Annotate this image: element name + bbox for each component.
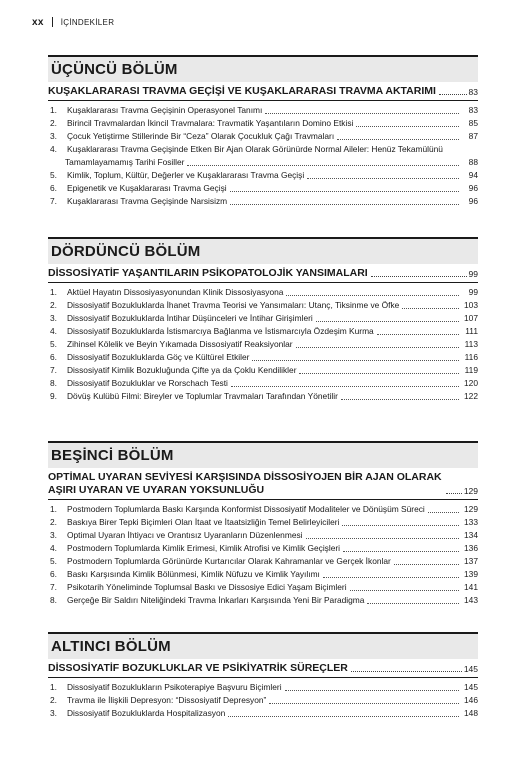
entry-number: 1. xyxy=(50,105,57,115)
entry-page-number: 94 xyxy=(468,170,478,180)
entry-page-number: 139 xyxy=(464,569,478,579)
entry-page-number: 146 xyxy=(464,695,478,705)
entry-number: 9. xyxy=(50,391,57,401)
toc-entry[interactable] xyxy=(48,581,478,594)
toc-entry[interactable] xyxy=(48,390,478,403)
entry-number: 4. xyxy=(50,144,57,154)
entry-number: 5. xyxy=(50,339,57,349)
entry-number: 6. xyxy=(50,183,57,193)
running-header xyxy=(32,15,114,29)
entry-number: 8. xyxy=(50,378,57,388)
chapter-page-number: 145 xyxy=(463,664,478,674)
entry-number: 5. xyxy=(50,556,57,566)
entry-title: Çocuk Yetiştirme Stillerinde Bir “Ceza” Olarak Çocukluk Çağı Travmaları xyxy=(67,131,335,141)
entry-page-number: 134 xyxy=(464,530,478,540)
entry-page-number: 88 xyxy=(468,157,478,167)
toc-entry-continuation[interactable] xyxy=(48,156,478,169)
entry-title: Dissosiyatif Bozukluklarda İhanet Travma Teorisi ve Yansımaları: Utanç, Tiksinme ve Öfke xyxy=(67,300,400,310)
toc-entry[interactable] xyxy=(48,299,478,312)
entry-page-number: 113 xyxy=(464,339,478,349)
toc-entry[interactable] xyxy=(48,351,478,364)
entry-number: 3. xyxy=(50,313,57,323)
toc-entry[interactable] xyxy=(48,169,478,182)
dot-leader xyxy=(343,551,459,552)
entry-page-number: 111 xyxy=(465,326,478,336)
dot-leader xyxy=(269,703,459,704)
entry-title: Zihinsel Kölelik ve Beyin Yıkamada Dissosiyatif Reaksiyonlar xyxy=(67,339,293,349)
dot-leader xyxy=(231,386,459,387)
toc-entry[interactable] xyxy=(48,529,478,542)
dot-leader xyxy=(428,512,459,513)
dot-leader xyxy=(446,493,462,494)
entry-page-number: 122 xyxy=(464,391,478,401)
dot-leader xyxy=(230,191,459,192)
entry-number: 2. xyxy=(50,695,57,705)
part-title: BEŞİNCİ BÖLÜM xyxy=(51,447,174,464)
dot-leader xyxy=(350,590,459,591)
toc-entry[interactable] xyxy=(48,143,478,156)
entry-number: 3. xyxy=(50,708,57,718)
entry-page-number: 137 xyxy=(464,556,478,566)
entry-number: 2. xyxy=(50,118,57,128)
part-title: DÖRDÜNCÜ BÖLÜM xyxy=(51,243,201,260)
entry-title: Birincil Travmalardan İkincil Travmalara: Travmatik Yaşantıların Domino Etkisi xyxy=(67,118,354,128)
toc-entry[interactable] xyxy=(48,338,478,351)
part-header xyxy=(48,441,478,468)
entry-page-number: 99 xyxy=(468,287,478,297)
chapter-title: DİSSOSİYATİF YAŞANTILARIN PSİKOPATOLOJİK YANSIMALARI xyxy=(48,267,368,279)
toc-entry[interactable] xyxy=(48,130,478,143)
dot-leader xyxy=(252,360,459,361)
toc-entry[interactable] xyxy=(48,681,478,694)
entry-title: Baskı Karşısında Kimlik Bölünmesi, Kimlik Nüfuzu ve Kimlik Yayılımı xyxy=(67,569,320,579)
entry-page-number: 133 xyxy=(464,517,478,527)
dot-leader xyxy=(356,126,459,127)
entry-number: 4. xyxy=(50,543,57,553)
entry-title-continued: Tamamlayamamış Tarihi Fosiller xyxy=(65,157,185,167)
toc-entry[interactable] xyxy=(48,195,478,208)
entry-number: 6. xyxy=(50,352,57,362)
toc-entry[interactable] xyxy=(48,325,478,338)
entry-title: Dissosiyatif Bozukluklarda İntihar Düşünceleri ve İntihar Girişimleri xyxy=(67,313,313,323)
entry-title: Travma ile İlişkili Depresyon: “Dissosiyatif Depresyon” xyxy=(67,695,267,705)
chapter-title: OPTİMAL UYARAN SEVİYESİ KARŞISINDA DİSSOSİYOJEN BİR AJAN OLARAK AŞIRI UYARAN VE UYARAN YOKSUNLUĞU xyxy=(48,471,442,496)
toc-section xyxy=(48,632,478,720)
dot-leader xyxy=(316,321,459,322)
header-title: İÇİNDEKİLER xyxy=(60,17,115,27)
toc-entry[interactable] xyxy=(48,117,478,130)
toc-section xyxy=(48,237,478,403)
entry-number: 8. xyxy=(50,595,57,605)
dot-leader xyxy=(402,308,459,309)
entry-title: Dissosiyatif Bozukluklarda İstismarcıya Bağlanma ve İstismarcıyla Özdeşim Kurma xyxy=(67,326,374,336)
entry-page-number: 120 xyxy=(464,378,478,388)
entry-title: Postmodern Toplumlarda Görünürde Kurtarıcılar Olarak Kahramanlar ve Gerçek İkonlar xyxy=(67,556,391,566)
toc-entry[interactable] xyxy=(48,364,478,377)
toc-entry[interactable] xyxy=(48,516,478,529)
entry-title: Kuşaklararası Travma Geçişinin Operasyonel Tanımı xyxy=(67,105,263,115)
entry-title: Kuşaklararası Travma Geçişinde Etken Bir Ajan Olarak Görünürde Normal Aileler: Henüz Tekamülünü xyxy=(67,144,443,154)
entry-number: 3. xyxy=(50,131,57,141)
part-title: ALTINCI BÖLÜM xyxy=(51,638,171,655)
entry-title: Epigenetik ve Kuşaklararası Travma Geçişi xyxy=(67,183,227,193)
toc-entry[interactable] xyxy=(48,286,478,299)
chapter-heading[interactable] xyxy=(48,267,478,283)
dot-leader xyxy=(337,139,459,140)
entry-page-number: 96 xyxy=(468,196,478,206)
chapter-page-number: 129 xyxy=(463,486,478,496)
dot-leader xyxy=(342,525,459,526)
entry-title: Postmodern Toplumlarda Baskı Karşında Konformist Dissosiyatif Modaliteler ve Dönüşüm Süreci xyxy=(67,504,425,514)
entry-title: Aktüel Hayatın Dissosiyasyonundan Klinik Dissosiyasyona xyxy=(67,287,284,297)
toc-entry[interactable] xyxy=(48,503,478,516)
toc-section xyxy=(48,441,478,607)
toc-entry[interactable] xyxy=(48,104,478,117)
entry-number: 3. xyxy=(50,530,57,540)
dot-leader xyxy=(367,603,459,604)
dot-leader xyxy=(285,690,459,691)
entry-page-number: 143 xyxy=(464,595,478,605)
entry-title: Kuşaklararası Travma Geçişinde Narsisizm xyxy=(67,196,228,206)
entry-title: Optimal Uyaran İhtiyacı ve Orantısız Uyaranların Düzenlenmesi xyxy=(67,530,303,540)
entry-title: Dissosiyatif Kimlik Bozukluğunda Çifte ya da Çoklu Kendilikler xyxy=(67,365,297,375)
dot-leader xyxy=(299,373,459,374)
dot-leader xyxy=(265,113,459,114)
chapter-title: KUŞAKLARARASI TRAVMA GEÇİŞİ VE KUŞAKLARARASI TRAVMA AKTARIMI xyxy=(48,85,436,97)
entry-page-number: 96 xyxy=(468,183,478,193)
toc-entry[interactable] xyxy=(48,555,478,568)
entry-number: 2. xyxy=(50,300,57,310)
dot-leader xyxy=(351,671,462,672)
entry-number: 7. xyxy=(50,582,57,592)
entry-page-number: 85 xyxy=(468,118,478,128)
entry-number: 1. xyxy=(50,287,57,297)
entry-title: Dövüş Kulübü Filmi: Bireyler ve Toplumlar Travmaları Tarafından Yönetilir xyxy=(67,391,338,401)
toc-section xyxy=(48,55,478,208)
dot-leader xyxy=(228,716,459,717)
dot-leader xyxy=(371,276,467,277)
entry-title: Dissosiyatif Bozukluklarda Göç ve Kültürel Etkiler xyxy=(67,352,250,362)
chapter-heading[interactable] xyxy=(48,471,478,500)
part-header xyxy=(48,55,478,82)
toc-entry[interactable] xyxy=(48,312,478,325)
entry-page-number: 129 xyxy=(464,504,478,514)
entry-page-number: 116 xyxy=(464,352,478,362)
entry-page-number: 141 xyxy=(464,582,478,592)
entry-page-number: 136 xyxy=(464,543,478,553)
dot-leader xyxy=(296,347,459,348)
part-title: ÜÇÜNCÜ BÖLÜM xyxy=(51,61,178,78)
dot-leader xyxy=(307,178,459,179)
chapter-page-number: 83 xyxy=(468,87,478,97)
entry-title: Gerçeğe Bir Saldırı Niteliğindeki Travma İnkarları Karşısında Yeni Bir Paradigma xyxy=(67,595,365,605)
entry-number: 1. xyxy=(50,504,57,514)
toc-entry[interactable] xyxy=(48,694,478,707)
dot-leader xyxy=(439,94,467,95)
entry-page-number: 103 xyxy=(464,300,478,310)
dot-leader xyxy=(306,538,459,539)
chapter-page-number: 99 xyxy=(468,269,478,279)
toc-entry[interactable] xyxy=(48,542,478,555)
entry-page-number: 87 xyxy=(468,131,478,141)
dot-leader xyxy=(230,204,459,205)
toc-entry[interactable] xyxy=(48,182,478,195)
entry-page-number: 119 xyxy=(464,365,478,375)
dot-leader xyxy=(323,577,459,578)
toc-entry[interactable] xyxy=(48,568,478,581)
entry-title: Kimlik, Toplum, Kültür, Değerler ve Kuşaklararası Travma Geçişi xyxy=(67,170,305,180)
toc-entry[interactable] xyxy=(48,377,478,390)
entry-number: 1. xyxy=(50,682,57,692)
entry-page-number: 83 xyxy=(468,105,478,115)
entry-page-number: 145 xyxy=(464,682,478,692)
entry-number: 5. xyxy=(50,170,57,180)
dot-leader xyxy=(341,399,459,400)
toc-entry[interactable] xyxy=(48,594,478,607)
entry-number: 4. xyxy=(50,326,57,336)
toc-entry[interactable] xyxy=(48,707,478,720)
entry-number: 6. xyxy=(50,569,57,579)
part-header xyxy=(48,632,478,659)
entry-title: Dissosiyatif Bozukluklarda Hospitalizasyon xyxy=(67,708,226,718)
entry-number: 2. xyxy=(50,517,57,527)
entry-title: Psikotarih Yöneliminde Toplumsal Baskı ve Dissosiye Edici Yaşam Biçimleri xyxy=(67,582,347,592)
entry-number: 7. xyxy=(50,365,57,375)
part-header xyxy=(48,237,478,264)
dot-leader xyxy=(286,295,459,296)
entry-title: Baskıya Birer Tepki Biçimleri Olan İtaat ve İtaatsizliğin Temel Belirleyicileri xyxy=(67,517,340,527)
entry-number: 7. xyxy=(50,196,57,206)
entry-title: Postmodern Toplumlarda Kimlik Erimesi, Kimlik Atrofisi ve Kimlik Geçişleri xyxy=(67,543,341,553)
dot-leader xyxy=(394,564,459,565)
chapter-title: DİSSOSİYATİF BOZUKLUKLAR VE PSİKİYATRİK SÜREÇLER xyxy=(48,662,348,674)
entry-page-number: 148 xyxy=(464,708,478,718)
entry-title: Dissosiyatif Bozuklukların Psikoterapiye Başvuru Biçimleri xyxy=(67,682,282,692)
entry-title: Dissosiyatif Bozukluklar ve Rorschach Testi xyxy=(67,378,228,388)
chapter-heading[interactable] xyxy=(48,662,478,678)
dot-leader xyxy=(377,334,459,335)
page-number: xx xyxy=(32,16,44,28)
entry-page-number: 107 xyxy=(464,313,478,323)
header-separator xyxy=(52,17,53,27)
dot-leader xyxy=(187,165,459,166)
chapter-heading[interactable] xyxy=(48,85,478,101)
